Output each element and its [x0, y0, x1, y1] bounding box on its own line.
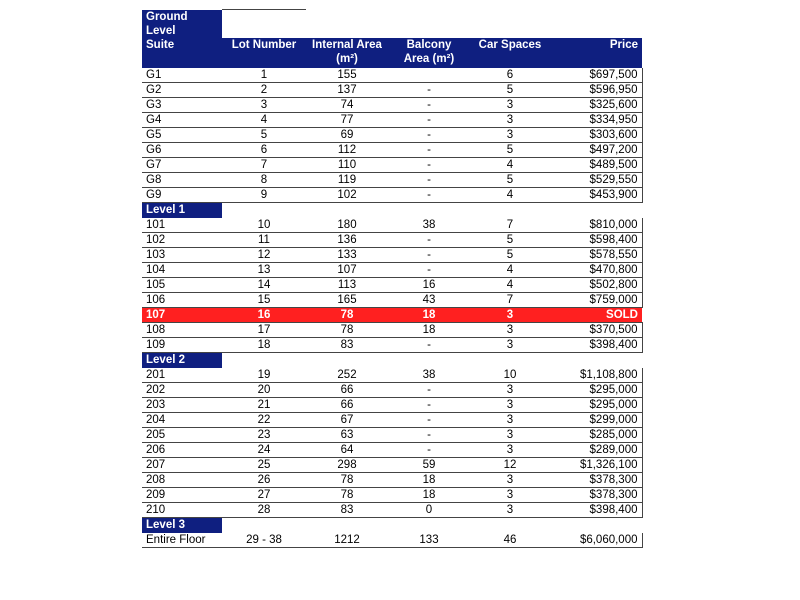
cell-suite: 109 [142, 337, 222, 352]
internal-area-unit: (m²) [336, 52, 358, 65]
cell-car-spaces: 5 [470, 172, 550, 187]
cell-balcony-area: 18 [388, 487, 470, 502]
column-header-row [142, 38, 642, 68]
cell-lot-number: 12 [222, 247, 306, 262]
level-title: Level 1 [142, 202, 222, 218]
cell-balcony-area: - [388, 262, 470, 277]
cell-internal-area: 63 [306, 427, 388, 442]
price-list-table [142, 9, 643, 548]
cell-lot-number: 15 [222, 292, 306, 307]
table-row [142, 187, 642, 202]
cell-internal-area: 298 [306, 457, 388, 472]
cell-internal-area: 155 [306, 68, 388, 83]
cell-price: $598,400 [550, 232, 642, 247]
cell-price: $759,000 [550, 292, 642, 307]
table-row [142, 382, 642, 397]
cell-car-spaces: 3 [470, 97, 550, 112]
cell-suite: G8 [142, 172, 222, 187]
cell-internal-area: 136 [306, 232, 388, 247]
cell-suite: G4 [142, 112, 222, 127]
cell-lot-number: 26 [222, 472, 306, 487]
table-row [142, 142, 642, 157]
cell-balcony-area: 38 [388, 218, 470, 233]
ground-level-header-row [142, 10, 642, 38]
col-header-suite: Suite [142, 38, 222, 68]
cell-lot-number: 29 - 38 [222, 533, 306, 548]
cell-lot-number: 6 [222, 142, 306, 157]
cell-internal-area: 67 [306, 412, 388, 427]
cell-internal-area: 64 [306, 442, 388, 457]
cell-balcony-area: 18 [388, 322, 470, 337]
cell-internal-area: 69 [306, 127, 388, 142]
cell-suite: 105 [142, 277, 222, 292]
cell-car-spaces: 3 [470, 307, 550, 322]
cell-lot-number: 16 [222, 307, 306, 322]
level-2-header-row [142, 352, 642, 368]
sold-row [142, 307, 642, 322]
cell-lot-number: 19 [222, 368, 306, 383]
cell-balcony-area: - [388, 442, 470, 457]
level-1-header-row [142, 202, 642, 218]
cell-price: $6,060,000 [550, 533, 642, 548]
cell-balcony-area: 38 [388, 368, 470, 383]
cell-price: $303,600 [550, 127, 642, 142]
table-row [142, 247, 642, 262]
cell-suite: Entire Floor [142, 533, 222, 548]
table-row [142, 82, 642, 97]
table-row [142, 533, 642, 548]
cell-suite: G1 [142, 68, 222, 83]
cell-suite: 201 [142, 368, 222, 383]
cell-balcony-area: - [388, 412, 470, 427]
ground-level-line2: Level [146, 24, 176, 37]
cell-internal-area: 137 [306, 82, 388, 97]
table-row [142, 337, 642, 352]
cell-lot-number: 13 [222, 262, 306, 277]
level-blank [222, 517, 642, 533]
cell-internal-area: 77 [306, 112, 388, 127]
cell-internal-area: 83 [306, 502, 388, 517]
cell-internal-area: 78 [306, 487, 388, 502]
cell-price: $596,950 [550, 82, 642, 97]
cell-price: $295,000 [550, 382, 642, 397]
table-row [142, 397, 642, 412]
cell-balcony-area: - [388, 142, 470, 157]
table-row [142, 368, 642, 383]
cell-suite: G2 [142, 82, 222, 97]
cell-balcony-area: - [388, 127, 470, 142]
cell-balcony-area: - [388, 247, 470, 262]
cell-balcony-area [388, 68, 470, 83]
cell-suite: 107 [142, 307, 222, 322]
cell-car-spaces: 3 [470, 502, 550, 517]
cell-price: $502,800 [550, 277, 642, 292]
cell-car-spaces: 4 [470, 277, 550, 292]
cell-car-spaces: 3 [470, 427, 550, 442]
cell-lot-number: 27 [222, 487, 306, 502]
table-row [142, 232, 642, 247]
cell-balcony-area: 59 [388, 457, 470, 472]
cell-lot-number: 2 [222, 82, 306, 97]
table-row [142, 442, 642, 457]
cell-car-spaces: 5 [470, 142, 550, 157]
cell-lot-number: 20 [222, 382, 306, 397]
cell-car-spaces: 5 [470, 232, 550, 247]
table-row [142, 262, 642, 277]
cell-price: $810,000 [550, 218, 642, 233]
cell-car-spaces: 5 [470, 247, 550, 262]
cell-suite: 208 [142, 472, 222, 487]
table-row [142, 112, 642, 127]
cell-price: $1,108,800 [550, 368, 642, 383]
cell-internal-area: 113 [306, 277, 388, 292]
cell-internal-area: 74 [306, 97, 388, 112]
cell-internal-area: 78 [306, 472, 388, 487]
cell-price: $529,550 [550, 172, 642, 187]
cell-balcony-area: 43 [388, 292, 470, 307]
cell-car-spaces: 3 [470, 382, 550, 397]
cell-internal-area: 110 [306, 157, 388, 172]
cell-balcony-area: - [388, 82, 470, 97]
table-row [142, 472, 642, 487]
cell-price: $497,200 [550, 142, 642, 157]
cell-suite: 204 [142, 412, 222, 427]
cell-balcony-area: - [388, 427, 470, 442]
price-list-sheet [142, 9, 642, 548]
cell-car-spaces: 3 [470, 322, 550, 337]
cell-internal-area: 66 [306, 382, 388, 397]
cell-price: $295,000 [550, 397, 642, 412]
cell-car-spaces: 3 [470, 472, 550, 487]
cell-balcony-area: - [388, 172, 470, 187]
cell-price: $578,550 [550, 247, 642, 262]
cell-car-spaces: 4 [470, 157, 550, 172]
cell-price: $370,500 [550, 322, 642, 337]
cell-price: $398,400 [550, 502, 642, 517]
cell-car-spaces: 3 [470, 337, 550, 352]
ground-level-label [142, 10, 222, 38]
cell-suite: G7 [142, 157, 222, 172]
cell-lot-number: 1 [222, 68, 306, 83]
cell-suite: 206 [142, 442, 222, 457]
table-row [142, 97, 642, 112]
cell-balcony-area: 18 [388, 307, 470, 322]
cell-car-spaces: 7 [470, 218, 550, 233]
cell-balcony-area: 18 [388, 472, 470, 487]
cell-suite: 104 [142, 262, 222, 277]
cell-internal-area: 119 [306, 172, 388, 187]
cell-internal-area: 78 [306, 307, 388, 322]
cell-price: SOLD [550, 307, 642, 322]
cell-internal-area: 165 [306, 292, 388, 307]
cell-price: $453,900 [550, 187, 642, 202]
cell-lot-number: 10 [222, 218, 306, 233]
cell-lot-number: 8 [222, 172, 306, 187]
cell-car-spaces: 3 [470, 397, 550, 412]
cell-lot-number: 23 [222, 427, 306, 442]
table-row [142, 322, 642, 337]
cell-suite: 102 [142, 232, 222, 247]
level-3-header-row [142, 517, 642, 533]
cell-internal-area: 78 [306, 322, 388, 337]
col-header-price: Price [550, 38, 642, 68]
table-row [142, 427, 642, 442]
table-row [142, 127, 642, 142]
balcony-label: Balcony [406, 38, 452, 51]
ground-level-line1: Ground [146, 10, 188, 23]
level-title: Level 3 [142, 517, 222, 533]
cell-internal-area: 1212 [306, 533, 388, 548]
cell-lot-number: 28 [222, 502, 306, 517]
cell-internal-area: 107 [306, 262, 388, 277]
cell-lot-number: 9 [222, 187, 306, 202]
cell-balcony-area: - [388, 397, 470, 412]
cell-car-spaces: 4 [470, 187, 550, 202]
cell-suite: G6 [142, 142, 222, 157]
cell-suite: 209 [142, 487, 222, 502]
level-title: Level 2 [142, 352, 222, 368]
cell-lot-number: 11 [222, 232, 306, 247]
cell-balcony-area: 133 [388, 533, 470, 548]
col-header-lot-number: Lot Number [222, 38, 306, 68]
cell-lot-number: 5 [222, 127, 306, 142]
cell-internal-area: 66 [306, 397, 388, 412]
cell-suite: 106 [142, 292, 222, 307]
col-header-internal-area [306, 38, 388, 68]
cell-balcony-area: - [388, 157, 470, 172]
cell-car-spaces: 4 [470, 262, 550, 277]
table-row [142, 277, 642, 292]
cell-balcony-area: - [388, 232, 470, 247]
cell-lot-number: 24 [222, 442, 306, 457]
table-row [142, 172, 642, 187]
cell-lot-number: 4 [222, 112, 306, 127]
cell-balcony-area: - [388, 337, 470, 352]
cell-car-spaces: 3 [470, 442, 550, 457]
cell-suite: 203 [142, 397, 222, 412]
cell-price: $378,300 [550, 472, 642, 487]
cell-suite: 108 [142, 322, 222, 337]
cell-car-spaces: 3 [470, 112, 550, 127]
cell-car-spaces: 12 [470, 457, 550, 472]
cell-car-spaces: 3 [470, 412, 550, 427]
level-blank [222, 352, 642, 368]
table-row [142, 412, 642, 427]
cell-balcony-area: 0 [388, 502, 470, 517]
cell-car-spaces: 6 [470, 68, 550, 83]
cell-balcony-area: 16 [388, 277, 470, 292]
cell-lot-number: 7 [222, 157, 306, 172]
cell-balcony-area: - [388, 382, 470, 397]
cell-internal-area: 83 [306, 337, 388, 352]
cell-lot-number: 3 [222, 97, 306, 112]
cell-suite: G9 [142, 187, 222, 202]
table-row [142, 157, 642, 172]
cell-balcony-area: - [388, 112, 470, 127]
table-row [142, 502, 642, 517]
cell-price: $334,950 [550, 112, 642, 127]
cell-internal-area: 133 [306, 247, 388, 262]
cell-car-spaces: 7 [470, 292, 550, 307]
level-blank [222, 202, 642, 218]
table-row [142, 218, 642, 233]
cell-price: $285,000 [550, 427, 642, 442]
cell-lot-number: 17 [222, 322, 306, 337]
col-header-balcony [388, 38, 470, 68]
cell-lot-number: 18 [222, 337, 306, 352]
cell-lot-number: 14 [222, 277, 306, 292]
cell-price: $697,500 [550, 68, 642, 83]
blank-header-cell [222, 10, 306, 38]
cell-price: $398,400 [550, 337, 642, 352]
cell-lot-number: 21 [222, 397, 306, 412]
cell-suite: 101 [142, 218, 222, 233]
table-row [142, 292, 642, 307]
cell-price: $299,000 [550, 412, 642, 427]
cell-lot-number: 22 [222, 412, 306, 427]
cell-price: $1,326,100 [550, 457, 642, 472]
cell-suite: 103 [142, 247, 222, 262]
cell-internal-area: 112 [306, 142, 388, 157]
cell-balcony-area: - [388, 187, 470, 202]
cell-suite: G5 [142, 127, 222, 142]
balcony-unit: Area (m²) [403, 52, 455, 65]
cell-internal-area: 252 [306, 368, 388, 383]
cell-car-spaces: 46 [470, 533, 550, 548]
internal-area-label: Internal Area [312, 38, 382, 51]
cell-internal-area: 180 [306, 218, 388, 233]
cell-suite: 205 [142, 427, 222, 442]
cell-suite: 202 [142, 382, 222, 397]
cell-price: $325,600 [550, 97, 642, 112]
cell-car-spaces: 3 [470, 127, 550, 142]
cell-lot-number: 25 [222, 457, 306, 472]
cell-price: $378,300 [550, 487, 642, 502]
cell-car-spaces: 5 [470, 82, 550, 97]
cell-car-spaces: 3 [470, 487, 550, 502]
table-row [142, 457, 642, 472]
cell-price: $489,500 [550, 157, 642, 172]
cell-suite: 207 [142, 457, 222, 472]
cell-suite: 210 [142, 502, 222, 517]
col-header-car-spaces: Car Spaces [470, 38, 550, 68]
cell-price: $470,800 [550, 262, 642, 277]
table-row [142, 487, 642, 502]
cell-suite: G3 [142, 97, 222, 112]
blank-header-area [306, 10, 642, 38]
cell-price: $289,000 [550, 442, 642, 457]
table-row [142, 68, 642, 83]
cell-internal-area: 102 [306, 187, 388, 202]
cell-car-spaces: 10 [470, 368, 550, 383]
cell-balcony-area: - [388, 97, 470, 112]
